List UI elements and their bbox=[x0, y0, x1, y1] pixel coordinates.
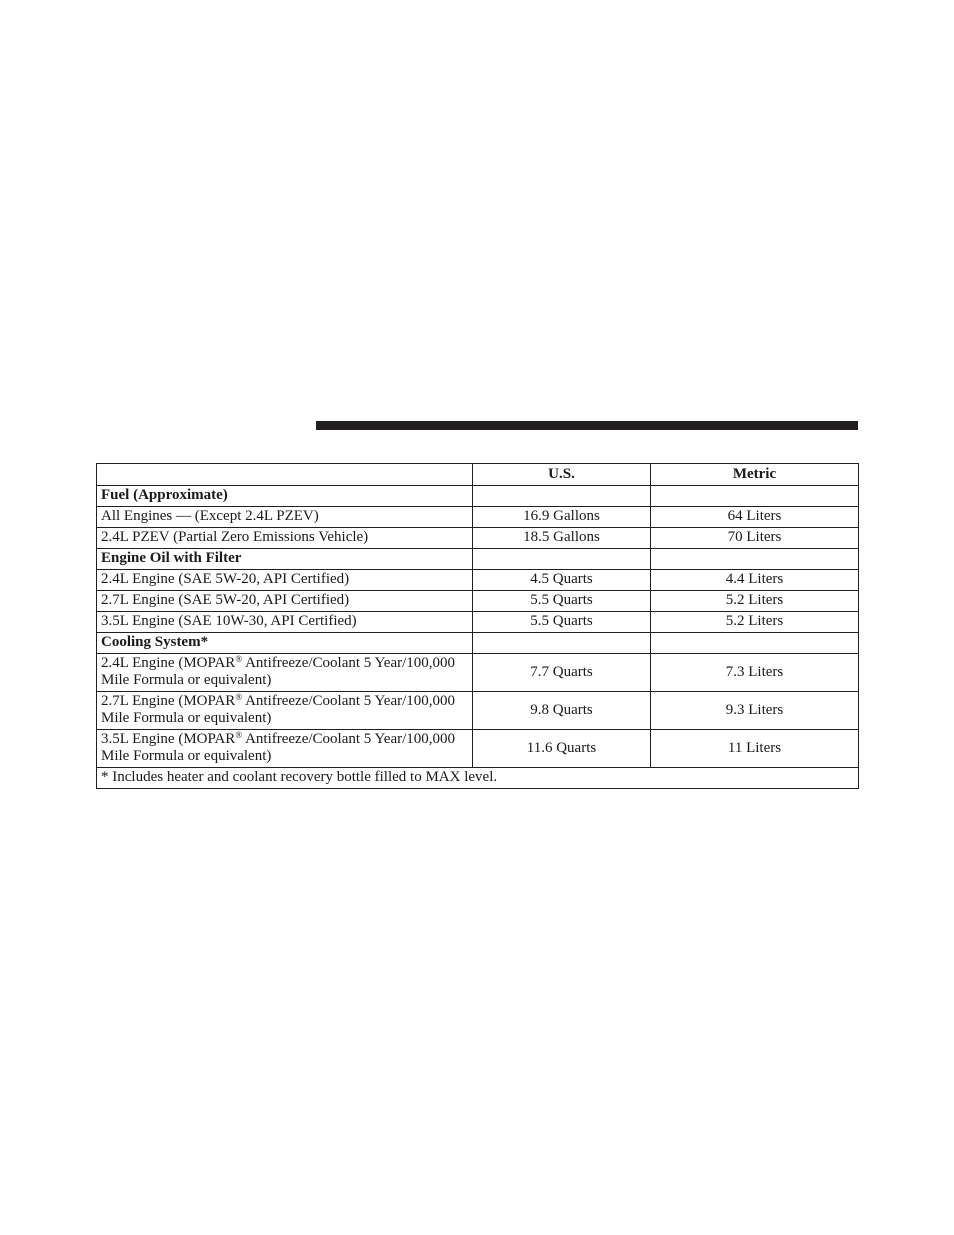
metric-value: 11 Liters bbox=[651, 730, 859, 768]
table-row bbox=[97, 654, 859, 692]
us-value: 16.9 Gallons bbox=[473, 507, 651, 528]
us-value: 9.8 Quarts bbox=[473, 692, 651, 730]
footnote-row bbox=[97, 768, 859, 789]
table-row bbox=[97, 507, 859, 528]
header-empty-cell bbox=[97, 464, 473, 486]
registered-mark: ® bbox=[235, 654, 243, 664]
table-header-row bbox=[97, 464, 859, 486]
metric-value: 70 Liters bbox=[651, 528, 859, 549]
footnote: * Includes heater and coolant recovery bottle filled to MAX level. bbox=[97, 768, 859, 789]
registered-mark: ® bbox=[235, 730, 243, 740]
metric-value: 5.2 Liters bbox=[651, 612, 859, 633]
group-title-cooling-system: Cooling System* bbox=[97, 633, 473, 654]
row-label: 3.5L Engine (MOPAR® Antifreeze/Coolant 5 Year/100,000 Mile Formula or equivalent) bbox=[97, 730, 473, 768]
table-row bbox=[97, 730, 859, 768]
column-header-us: U.S. bbox=[473, 464, 651, 486]
us-value: 11.6 Quarts bbox=[473, 730, 651, 768]
registered-mark: ® bbox=[235, 692, 243, 702]
table-row bbox=[97, 591, 859, 612]
group-title-engine-oil: Engine Oil with Filter bbox=[97, 549, 473, 570]
us-value: 18.5 Gallons bbox=[473, 528, 651, 549]
row-label: 2.7L Engine (SAE 5W-20, API Certified) bbox=[97, 591, 473, 612]
metric-value: 4.4 Liters bbox=[651, 570, 859, 591]
table-row bbox=[97, 612, 859, 633]
row-label: 2.4L PZEV (Partial Zero Emissions Vehicle) bbox=[97, 528, 473, 549]
table-row bbox=[97, 528, 859, 549]
fluid-capacities-table bbox=[96, 463, 859, 789]
row-label: 2.4L Engine (MOPAR® Antifreeze/Coolant 5 Year/100,000 Mile Formula or equivalent) bbox=[97, 654, 473, 692]
row-label: 2.7L Engine (MOPAR® Antifreeze/Coolant 5 Year/100,000 Mile Formula or equivalent) bbox=[97, 692, 473, 730]
table-row bbox=[97, 570, 859, 591]
row-label: 2.4L Engine (SAE 5W-20, API Certified) bbox=[97, 570, 473, 591]
group-title-fuel: Fuel (Approximate) bbox=[97, 486, 473, 507]
row-label: 3.5L Engine (SAE 10W-30, API Certified) bbox=[97, 612, 473, 633]
group-row-engine-oil bbox=[97, 549, 859, 570]
us-value: 7.7 Quarts bbox=[473, 654, 651, 692]
metric-value: 7.3 Liters bbox=[651, 654, 859, 692]
us-value: 5.5 Quarts bbox=[473, 591, 651, 612]
metric-value: 5.2 Liters bbox=[651, 591, 859, 612]
column-header-metric: Metric bbox=[651, 464, 859, 486]
metric-value: 9.3 Liters bbox=[651, 692, 859, 730]
metric-value: 64 Liters bbox=[651, 507, 859, 528]
us-value: 4.5 Quarts bbox=[473, 570, 651, 591]
group-row-fuel bbox=[97, 486, 859, 507]
row-label: All Engines — (Except 2.4L PZEV) bbox=[97, 507, 473, 528]
section-header-bar bbox=[316, 421, 858, 430]
group-row-cooling-system bbox=[97, 633, 859, 654]
table-row bbox=[97, 692, 859, 730]
us-value: 5.5 Quarts bbox=[473, 612, 651, 633]
